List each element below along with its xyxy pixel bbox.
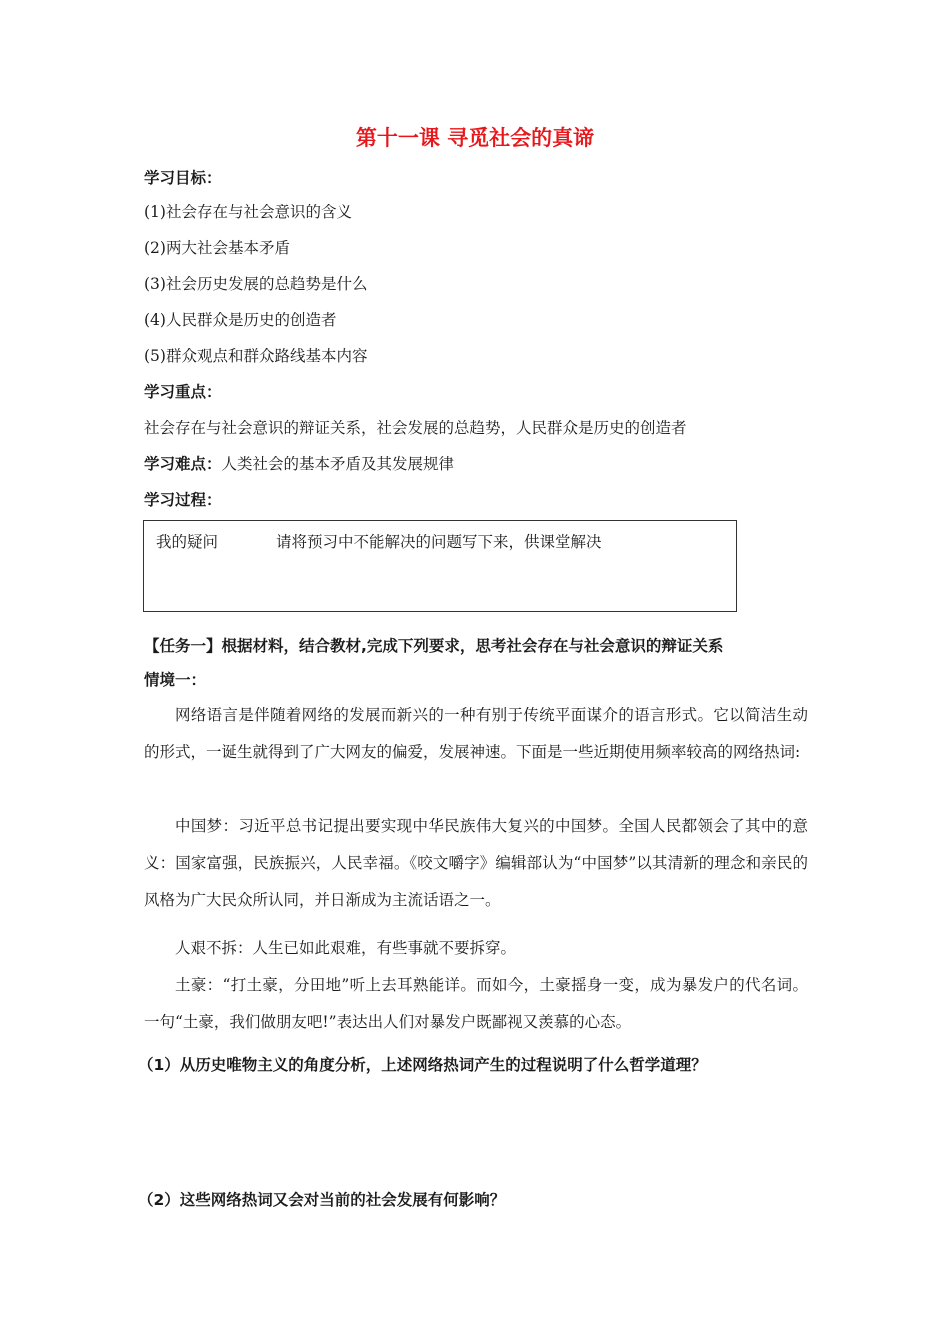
paragraph: 中国梦：习近平总书记提出要实现中华民族伟大复兴的中国梦。全国人民都领会了其中的意义：国家富强，民族振兴，人民幸福。《咬文嚼字》编辑部认为“中国梦”以其清新的理念和亲民的风格为广大民众所认同，并日渐成为主流话语之一。 [144,817,808,909]
objectives-heading: 学习目标： [144,169,222,187]
objective-item: (5)群众观点和群众路线基本内容 [144,347,368,365]
task1-heading: 【任务一】根据材料，结合教材,完成下列要求，思考社会存在与社会意识的辩证关系 [144,637,724,655]
objective-item: (3)社会历史发展的总趋势是什么 [144,275,368,293]
difficulty-text: 人类社会的基本矛盾及其发展规律 [221,455,455,473]
lesson-title: 第十一课 寻觅社会的真谛 [355,126,595,150]
question-1: （1）从历史唯物主义的角度分析，上述网络热词产生的过程说明了什么哲学道理？ [138,1056,707,1074]
paragraph: 人艰不拆：人生已如此艰难，有些事就不要拆穿。 [175,939,517,957]
difficulty-row [144,452,454,474]
keypoints-heading: 学习重点： [144,383,222,401]
scenario-heading: 情境一： [144,671,207,689]
question-2: （2）这些网络热词又会对当前的社会发展有何影响？ [138,1191,506,1209]
objective-item: (1)社会存在与社会意识的含义 [144,203,352,221]
objective-item: (2)两大社会基本矛盾 [144,239,290,257]
question-box-prompt: 请将预习中不能解决的问题写下来，供课堂解决 [276,533,602,551]
difficulty-heading: 学习难点： [144,455,222,473]
keypoints-text: 社会存在与社会意识的辩证关系，社会发展的总趋势，人民群众是历史的创造者 [144,419,687,437]
question-box-label: 我的疑问 [156,533,219,551]
process-heading: 学习过程： [144,491,222,509]
paragraph: 网络语言是伴随着网络的发展而新兴的一种有别于传统平面谋介的语言形式。它以简洁生动的形式，一诞生就得到了广大网友的偏爱，发展神速。下面是一些近期使用频率较高的网络热词: [144,706,808,761]
question-box[interactable] [143,520,737,612]
paragraph: 土豪：“打土豪，分田地”听上去耳熟能详。而如今，土豪摇身一变，成为暴发户的代名词。一句“土豪，我们做朋友吧!”表达出人们对暴发户既鄙视又羡慕的心态。 [144,976,808,1031]
objective-item: (4)人民群众是历史的创造者 [144,311,337,329]
